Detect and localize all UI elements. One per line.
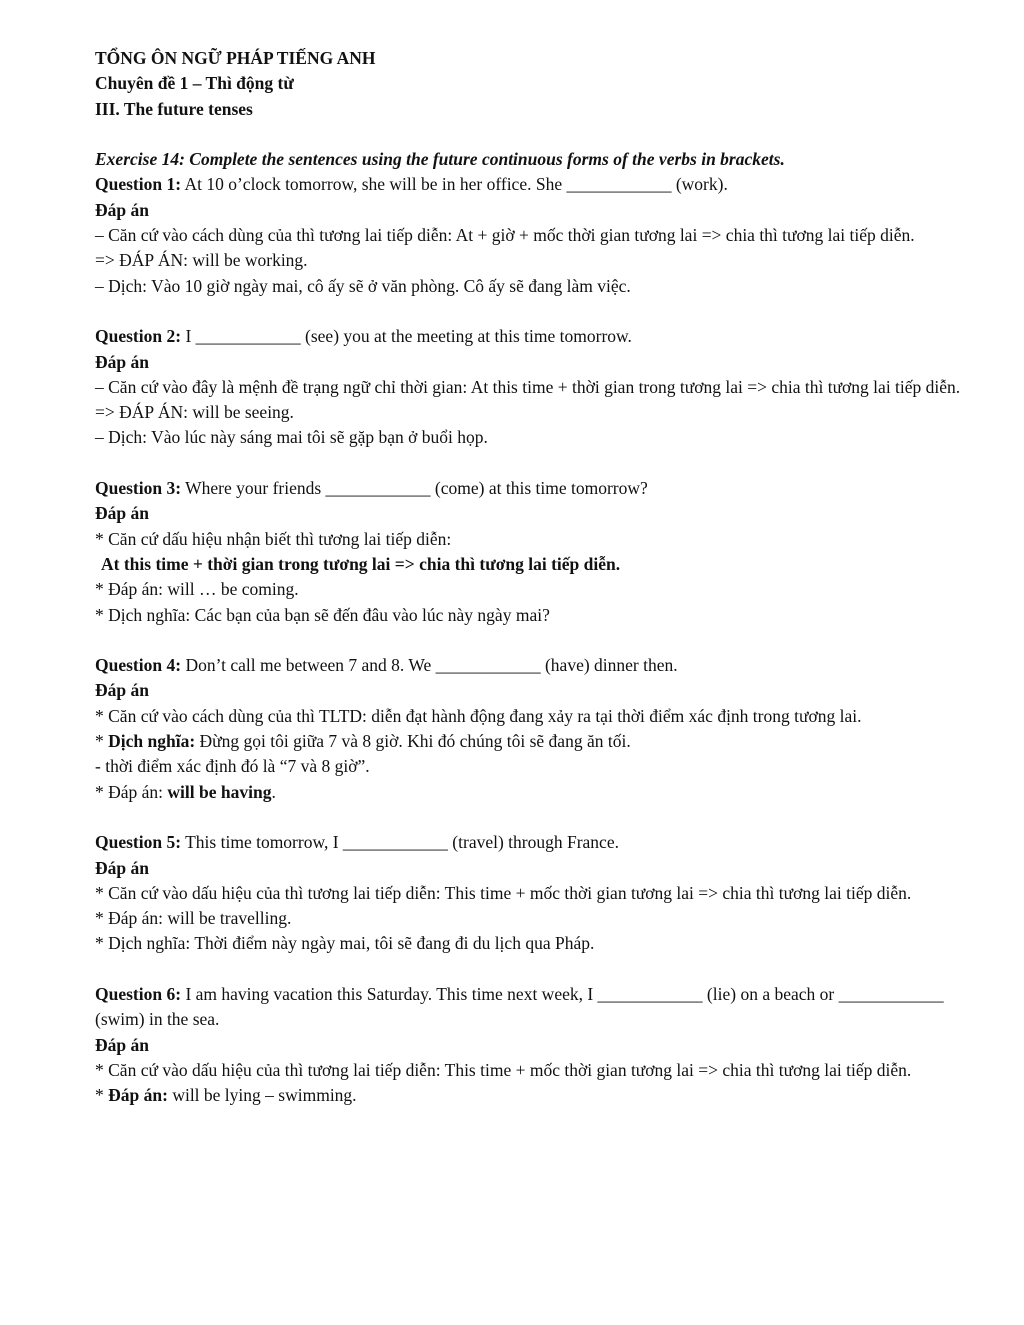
question-label: Question 6: — [95, 983, 182, 1004]
answer-line: * Đáp án: will be travelling. — [95, 908, 292, 929]
answer-label-inline: Đáp án: — [108, 1085, 168, 1106]
explanation-line: – Căn cứ vào đây là mệnh đề trạng ngữ chỉ thời gian: At this time + thời gian trong tương lai => chia thì tương lai tiếp diễn. — [95, 376, 961, 397]
question-text: I ____________ (see) you at the meeting at this time tomorrow. — [181, 326, 632, 347]
question-text: Don’t call me between 7 and 8. We ____________ (have) dinner then. — [181, 655, 678, 676]
answer-label: Đáp án — [95, 503, 149, 524]
section-heading: III. The future tenses — [95, 98, 253, 119]
note-line: - thời điểm xác định đó là “7 và 8 giờ”. — [95, 756, 370, 777]
answer-line: => ĐÁP ÁN: will be working. — [95, 250, 308, 271]
translation-line: * Dịch nghĩa: Thời điểm này ngày mai, tôi sẽ đang đi du lịch qua Pháp. — [95, 933, 595, 954]
answer-label: Đáp án — [95, 857, 149, 878]
question-text: At 10 o’clock tomorrow, she will be in her office. She ____________ (work). — [181, 174, 728, 195]
question-3 — [95, 476, 965, 501]
exercise-title: Exercise 14: Complete the sentences using the future continuous forms of the verbs in brackets. — [95, 149, 785, 170]
answer-prefix: * Đáp án: — [95, 781, 168, 802]
explanation-line: * Căn cứ vào dấu hiệu của thì tương lai tiếp diễn: This time + mốc thời gian tương lai => chia thì tương lai tiếp diễn. — [95, 882, 912, 903]
explanation-line: – Căn cứ vào cách dùng của thì tương lai tiếp diễn: At + giờ + mốc thời gian tương lai => chia thì tương lai tiếp diễn. — [95, 225, 915, 246]
explanation-line: * Căn cứ vào cách dùng của thì TLTD: diễn đạt hành động đang xảy ra tại thời điểm xác định trong tương lai. — [95, 705, 862, 726]
question-text: Where your friends ____________ (come) at this time tomorrow? — [181, 478, 648, 499]
question-4 — [95, 653, 965, 678]
translation-label: Dịch nghĩa: — [108, 731, 196, 752]
bullet: * — [95, 1085, 109, 1106]
explanation-line: * Căn cứ vào dấu hiệu của thì tương lai tiếp diễn: This time + mốc thời gian tương lai => chia thì tương lai tiếp diễn. — [95, 1059, 912, 1080]
translation-line — [95, 729, 965, 754]
translation-line: – Dịch: Vào 10 giờ ngày mai, cô ấy sẽ ở văn phòng. Cô ấy sẽ đang làm việc. — [95, 275, 631, 296]
question-1 — [95, 172, 965, 197]
question-label: Question 4: — [95, 655, 182, 676]
question-text: I am having vacation this Saturday. This time next week, I ____________ (lie) on a beach or ____________ (swim) in the sea. — [95, 983, 944, 1030]
answer-line: => ĐÁP ÁN: will be seeing. — [95, 402, 294, 423]
question-5 — [95, 830, 965, 855]
question-text: This time tomorrow, I ____________ (travel) through France. — [181, 832, 619, 853]
answer-value: will be lying – swimming. — [167, 1085, 357, 1106]
answer-label: Đáp án — [95, 680, 149, 701]
question-label: Question 5: — [95, 832, 182, 853]
answer-value: will be having — [167, 781, 272, 802]
answer-label: Đáp án — [95, 199, 149, 220]
question-label: Question 1: — [95, 174, 182, 195]
document-page — [95, 46, 965, 1108]
translation-text: Đừng gọi tôi giữa 7 và 8 giờ. Khi đó chúng tôi sẽ đang ăn tối. — [195, 731, 631, 752]
translation-line: * Dịch nghĩa: Các bạn của bạn sẽ đến đâu vào lúc này ngày mai? — [95, 604, 550, 625]
question-label: Question 2: — [95, 326, 182, 347]
answer-line: * Đáp án: will … be coming. — [95, 579, 299, 600]
question-2 — [95, 324, 965, 349]
question-label: Question 3: — [95, 478, 182, 499]
answer-suffix: . — [271, 781, 276, 802]
bullet: * — [95, 731, 109, 752]
topic-heading: Chuyên đề 1 – Thì động từ — [95, 73, 294, 94]
rule-line: At this time + thời gian trong tương lai => chia thì tương lai tiếp diễn. — [101, 553, 621, 574]
translation-line: – Dịch: Vào lúc này sáng mai tôi sẽ gặp bạn ở buổi họp. — [95, 427, 488, 448]
answer-label: Đáp án — [95, 1034, 149, 1055]
explanation-line: * Căn cứ dấu hiệu nhận biết thì tương lai tiếp diễn: — [95, 528, 452, 549]
answer-line — [95, 780, 965, 805]
document-title: TỔNG ÔN NGỮ PHÁP TIẾNG ANH — [95, 48, 376, 68]
answer-line — [95, 1083, 965, 1108]
question-6 — [95, 982, 965, 1033]
answer-label: Đáp án — [95, 351, 149, 372]
